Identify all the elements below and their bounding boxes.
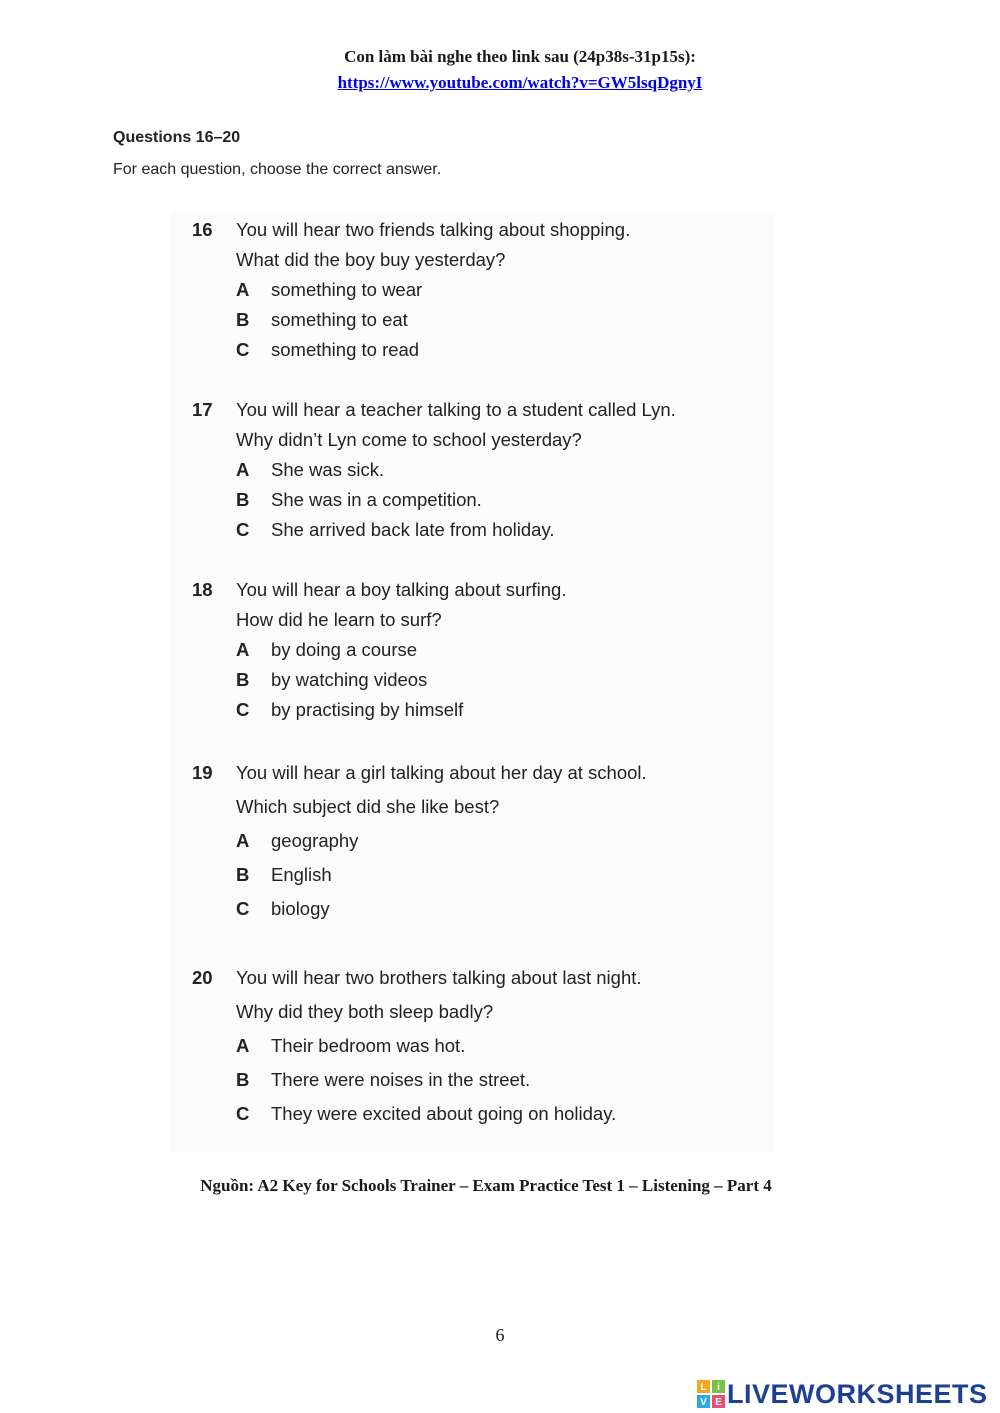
youtube-link[interactable]: https://www.youtube.com/watch?v=GW5lsqDgnyI (337, 73, 703, 92)
question-number: 19 (192, 762, 213, 783)
question-stem: You will hear two friends talking about shopping. (236, 219, 631, 240)
question-number: 17 (192, 399, 213, 420)
question-number: 18 (192, 579, 213, 600)
option-c[interactable]: C They were excited about going on holiday. (236, 1103, 617, 1124)
option-c[interactable]: C something to read (236, 339, 420, 360)
logo-letter-l: L (700, 1382, 707, 1393)
question-stem: You will hear a boy talking about surfing. (236, 579, 567, 600)
option-b[interactable]: B There were noises in the street. (236, 1069, 531, 1090)
option-b[interactable]: B She was in a competition. (236, 489, 482, 510)
option-c[interactable]: C biology (236, 898, 330, 919)
source-citation: Nguồn: A2 Key for Schools Trainer – Exam Practice Test 1 – Listening – Part 4 (200, 1176, 772, 1195)
logo-letter-i: i (717, 1382, 720, 1393)
question-ask: How did he learn to surf? (236, 609, 442, 630)
option-b[interactable]: B English (236, 864, 332, 885)
logo-letter-e: E (715, 1397, 722, 1408)
question-ask: What did the boy buy yesterday? (236, 249, 506, 270)
question-number: 20 (192, 967, 213, 988)
option-a[interactable]: A something to wear (236, 279, 423, 300)
question-stem: You will hear a teacher talking to a student called Lyn. (236, 399, 676, 420)
page-number: 6 (495, 1325, 505, 1345)
option-a[interactable]: A by doing a course (236, 639, 418, 660)
question-ask: Why didn’t Lyn come to school yesterday? (236, 429, 582, 450)
question-number: 16 (192, 219, 213, 240)
logo-letter-v: V (700, 1397, 707, 1408)
option-c[interactable]: C She arrived back late from holiday. (236, 519, 555, 540)
question-stem: You will hear two brothers talking about last night. (236, 967, 642, 988)
header-text: Con làm bài nghe theo link sau (24p38s-31p15s): (344, 47, 696, 66)
question-stem: You will hear a girl talking about her day at school. (236, 762, 647, 783)
option-c[interactable]: C by practising by himself (236, 699, 464, 720)
section-instruction: For each question, choose the correct answer. (113, 161, 442, 178)
liveworksheets-logo-icon (697, 1380, 725, 1408)
liveworksheets-brand[interactable] (697, 1379, 988, 1409)
section-title: Questions 16–20 (113, 129, 241, 146)
option-b[interactable]: B something to eat (236, 309, 408, 330)
option-a[interactable]: A Their bedroom was hot. (236, 1035, 466, 1056)
instruction-header (0, 44, 1000, 96)
brand-name: LIVEWORKSHEETS (727, 1378, 988, 1409)
option-a[interactable]: A She was sick. (236, 459, 385, 480)
option-a[interactable]: A geography (236, 830, 359, 851)
question-ask: Why did they both sleep badly? (236, 1001, 494, 1022)
option-b[interactable]: B by watching videos (236, 669, 428, 690)
question-ask: Which subject did she like best? (236, 796, 500, 817)
